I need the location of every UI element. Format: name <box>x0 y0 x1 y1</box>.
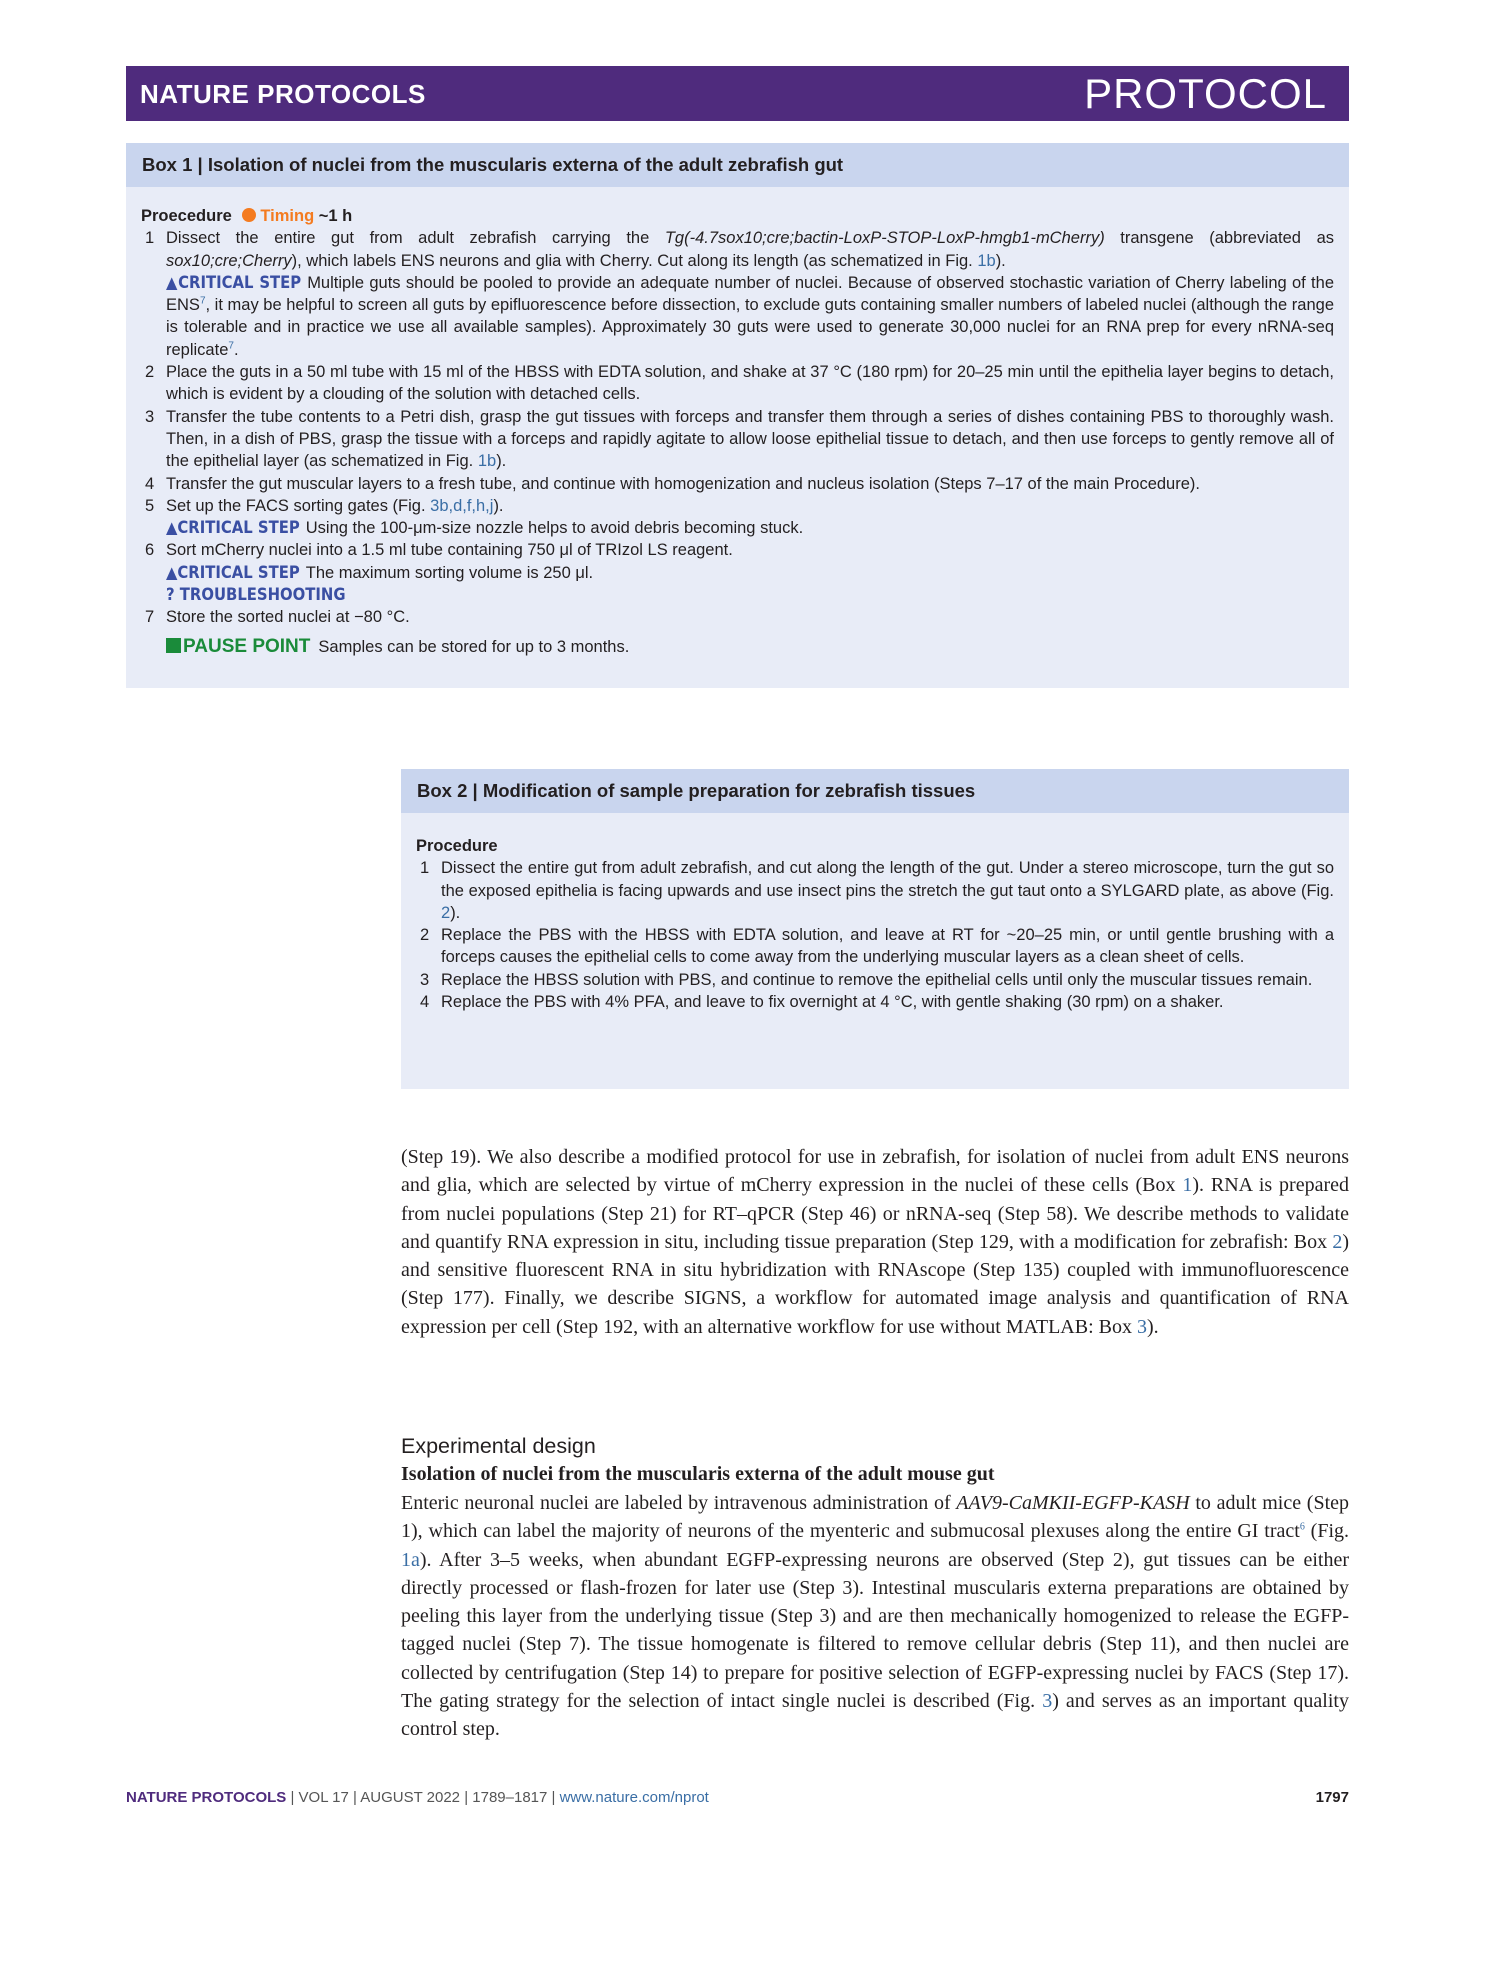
page-footer <box>126 1789 709 1806</box>
footer-separator: | <box>460 1789 473 1806</box>
box-link[interactable]: 3 <box>1136 1315 1147 1338</box>
step-number: 2 <box>420 926 430 945</box>
step-number: 6 <box>145 541 155 560</box>
step-text: ). <box>496 452 507 471</box>
paragraph-text: ). After 3–5 weeks, when abundant EGFP-expressing neurons are observed (Step 2), gut tissues can be either directly processed or flash-frozen for later use (Step 3). Intestinal muscularis externa preparations are obtained by peeling this layer from the underlying tissue (Step 3) and are then mechanically homogenized to release the EGFP-tagged nuclei (Step 7). The tissue homogenate is filtered to remove cellular debris (Step 11), and then nuclei are collected by centrifugation (Step 14) to prepare for positive selection of EGFP-expressing nuclei by FACS (Step 17). The gating strategy for the selection of intact single nuclei is described (Fig. <box>401 1548 1349 1713</box>
critical-step-note <box>141 517 1334 539</box>
paragraph-text: (Fig. <box>1304 1520 1349 1543</box>
box-1-step-6 <box>141 539 1334 561</box>
critical-step-label: ▲CRITICAL STEP <box>166 562 300 582</box>
figure-link[interactable]: 1a <box>401 1548 420 1571</box>
step-number: 4 <box>145 474 155 493</box>
figure-link[interactable]: 3 <box>1042 1690 1053 1713</box>
step-text: ), which labels ENS neurons and glia with Cherry. Cut along its length (as schematized in Fig. <box>291 251 978 270</box>
footer-journal: NATURE PROTOCOLS <box>126 1789 287 1806</box>
footer-separator: | <box>547 1789 560 1806</box>
article-type: PROTOCOL <box>1084 70 1327 117</box>
troubleshooting-link[interactable]: ? TROUBLESHOOTING <box>166 585 346 605</box>
step-number: 4 <box>420 993 430 1012</box>
paragraph-text: ) and sensitive fluorescent RNA in situ hybridization with RNAscope (Step 135) coupled with immunofluorescence (Step 177). Finally, we describe SIGNS, a workflow for automated image analysis and quantification of RNA expression per cell (Step 192, with an alternative workflow for use without MATLAB: Box <box>401 1230 1349 1338</box>
step-number: 1 <box>420 859 430 878</box>
step-text: Set up the FACS sorting gates (Fig. <box>166 496 431 515</box>
page-number: 1797 <box>1315 1789 1349 1806</box>
step-text: Dissect the entire gut from adult zebrafish, and cut along the length of the gut. Under a stereo microscope, turn the gut so the exposed epithelia is facing upwards and use insect pins the stretch the gut taut onto a SYLGARD plate, as above (Fig. <box>441 859 1334 900</box>
body-paragraph-2 <box>401 1489 1349 1744</box>
paragraph-text: ). RNA is prepared from nuclei populations (Step 21) for RT–qPCR (Step 46) or nRNA-seq (Step 58). We describe methods to validate and quantify RNA expression in situ, including tissue preparation (Step 129, with a modification for zebrafish: Box <box>401 1174 1350 1253</box>
reference-link[interactable]: 7 <box>199 295 206 307</box>
timing-dot-icon <box>242 208 256 222</box>
note-text: Multiple guts should be pooled to provide an adequate number of nuclei. Because of observed stochastic variation of Cherry labeling of the ENS <box>166 273 1334 315</box>
step-text: Dissect the entire gut from adult zebrafish carrying the <box>166 229 665 248</box>
step-text: Replace the HBSS solution with PBS, and continue to remove the epithelial cells until only the muscular tissues remain. <box>441 970 1313 989</box>
note-text: Samples can be stored for up to 3 months. <box>318 637 630 656</box>
procedure-label: Proecedure <box>141 207 232 225</box>
footer-volume: VOL 17 <box>298 1789 349 1806</box>
transgene-name: Tg(-4.7sox10;cre;bactin-LoxP-STOP-LoxP-hmgb1-mCherry) <box>664 229 1105 248</box>
box-1-step-7 <box>141 606 1334 628</box>
footer-date: AUGUST 2022 <box>360 1789 461 1806</box>
box-2-step-4 <box>416 991 1334 1013</box>
paragraph-text: Enteric neuronal nuclei are labeled by intravenous administration of <box>401 1492 957 1514</box>
critical-step-note <box>141 272 1334 361</box>
timing-value: ~1 h <box>318 207 353 225</box>
box-link[interactable]: 2 <box>1332 1230 1343 1253</box>
note-text: Using the 100-μm-size nozzle helps to avoid debris becoming stuck. <box>305 519 804 538</box>
step-number: 5 <box>145 496 155 515</box>
box-1-step-4 <box>141 473 1334 495</box>
footer-separator: | <box>286 1789 299 1806</box>
reference-link[interactable]: 7 <box>228 340 234 352</box>
box-2-step-2 <box>416 924 1334 969</box>
step-text: transgene (abbreviated as <box>1104 229 1334 248</box>
step-number: 2 <box>145 363 155 382</box>
step-number: 3 <box>420 970 430 989</box>
box-1-step-5 <box>141 495 1334 517</box>
paragraph-text: ). <box>1146 1315 1159 1338</box>
journal-header <box>126 66 1349 121</box>
critical-step-note <box>141 562 1334 584</box>
step-text: Replace the PBS with the HBSS with EDTA solution, and leave at RT for ~20–25 min, or until gentle brushing with a forceps causes the epithelial cells to come away from the underlying muscular layers as a clean sheet of cells. <box>441 926 1334 967</box>
body-paragraph-1 <box>401 1143 1349 1341</box>
step-text: Replace the PBS with 4% PFA, and leave to fix overnight at 4 °C, with gentle shaking (30 rpm) on a shaker. <box>441 993 1224 1012</box>
section-heading: Experimental design <box>401 1434 596 1458</box>
step-text: Place the guts in a 50 ml tube with 15 ml of the HBSS with EDTA solution, and shake at 37 °C (180 rpm) for 20–25 min until the epithelia layer begins to detach, which is evident by a clouding of the solution with detached cells. <box>166 363 1334 404</box>
paragraph-text: (Step 19). We also describe a modified protocol for use in zebrafish, for isolation of nuclei from adult ENS neurons and glia, which are selected by virtue of mCherry expression in the nuclei of these cells (Box <box>401 1146 1349 1197</box>
step-text: ). <box>995 251 1006 270</box>
paragraph-text: ) and serves as an important quality control step. <box>401 1690 1349 1741</box>
box-2-step-3 <box>416 969 1334 991</box>
transgene-abbrev: sox10;cre;Cherry <box>166 251 292 270</box>
box-2 <box>401 769 1349 1089</box>
pause-point-note <box>141 636 1334 658</box>
procedure-label: Procedure <box>416 837 498 855</box>
pause-point-label: PAUSE POINT <box>183 635 311 657</box>
figure-link[interactable]: 1b <box>477 452 497 471</box>
critical-step-label: ▲CRITICAL STEP <box>166 518 300 538</box>
footer-pages: 1789–1817 <box>472 1789 548 1806</box>
timing-label: Timing <box>260 207 315 225</box>
box-1 <box>126 143 1349 688</box>
box-1-title: Box 1 | Isolation of nuclei from the muscularis externa of the adult zebrafish gut <box>126 143 1349 187</box>
box-1-step-2 <box>141 361 1334 406</box>
note-text: . <box>233 340 239 359</box>
footer-url-link[interactable]: www.nature.com/nprot <box>559 1789 709 1806</box>
box-2-step-1 <box>416 857 1334 924</box>
box-2-content <box>401 813 1349 1013</box>
footer-separator: | <box>348 1789 361 1806</box>
figure-link[interactable]: 3b,d,f,h,j <box>430 496 494 515</box>
note-text: , it may be helpful to screen all guts by epifluorescence before dissection, to exclude guts containing smaller numbers of labeled nuclei (although the range is tolerable and in practice we use all available samples). Approximately 30 guts were used to generate 30,000 nuclei for an RNA prep for every nRNA-seq replicate <box>166 296 1334 359</box>
step-text: Sort mCherry nuclei into a 1.5 ml tube containing 750 μl of TRIzol LS reagent. <box>166 541 733 560</box>
paragraph-text: to adult mice (Step 1), which can label the majority of neurons of the myenteric and submucosal plexuses along the entire GI tract <box>401 1492 1350 1543</box>
box-1-procedure-heading <box>141 205 1334 227</box>
subsection-heading: Isolation of nuclei from the muscularis externa of the adult mouse gut <box>401 1463 995 1485</box>
step-text: ). <box>450 903 461 922</box>
journal-name: NATURE PROTOCOLS <box>140 79 426 109</box>
figure-link[interactable]: 1b <box>977 251 996 270</box>
step-number: 7 <box>145 608 155 627</box>
box-1-content <box>126 187 1349 658</box>
step-text: Store the sorted nuclei at −80 °C. <box>166 608 410 627</box>
pause-square-icon <box>166 638 181 653</box>
critical-step-label: ▲CRITICAL STEP <box>166 272 302 292</box>
box-1-step-3 <box>141 406 1334 473</box>
box-link[interactable]: 1 <box>1182 1174 1193 1197</box>
step-text: Transfer the gut muscular layers to a fresh tube, and continue with homogenization and nucleus isolation (Steps 7–17 of the main Procedure). <box>166 474 1200 493</box>
step-number: 1 <box>145 229 155 248</box>
vector-name: AAV9-CaMKII-EGFP-KASH <box>956 1492 1190 1514</box>
step-text: Transfer the tube contents to a Petri dish, grasp the gut tissues with forceps and transfer them through a series of dishes containing PBS to thoroughly wash. Then, in a dish of PBS, grasp the tissue with a forceps and rapidly agitate to allow loose epithelial tissue to detach, and then use forceps to gently remove all of the epithelial layer (as schematized in Fig. <box>166 407 1334 471</box>
figure-link[interactable]: 2 <box>441 903 451 922</box>
note-text: The maximum sorting volume is 250 μl. <box>305 563 594 582</box>
reference-link[interactable]: 6 <box>1299 1521 1305 1533</box>
step-text: ). <box>493 496 504 515</box>
step-number: 3 <box>145 407 155 426</box>
box-2-title: Box 2 | Modification of sample preparation for zebrafish tissues <box>401 769 1349 813</box>
box-1-step-1 <box>141 227 1334 272</box>
